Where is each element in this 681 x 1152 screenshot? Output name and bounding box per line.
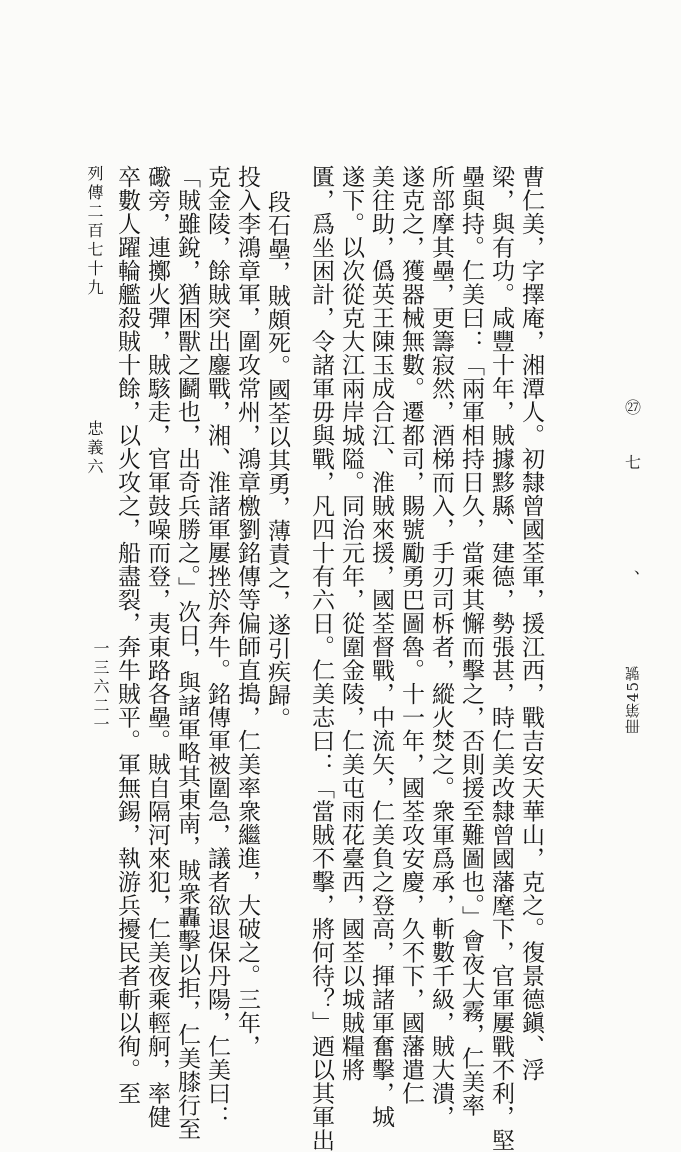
body-column-2: 梁，與有功。咸豐十年，賊據黟縣、建德，勢張甚，時仁美改隸曾國藩麾下，官軍屢戰不利，堅 (488, 165, 514, 1152)
body-column-11: 克金陵，餘賊突出鏖戰，湘、淮諸軍屢挫於奔牛。銘傳軍被圍急，議者欲退保丹陽，仁美曰： (204, 165, 230, 1129)
body-column-13: 礮旁，連擲火彈，賊駭走，官軍鼓噪而登，夷東路各壘。賊自隔河來犯，仁美夜乘輕舸，率健 (144, 165, 170, 1129)
section-label: 忠義六 (85, 420, 104, 477)
body-column-12: 「賊雖銳，猶困獸之鬬也，出奇兵勝之。」次日，與諸軍略其東南，賊衆轟擊以拒，仁美膝行至 (174, 165, 200, 1141)
body-column-3: 壘與持。仁美曰：「兩軍相持日久，當乘其懈而擊之，否則援至難圖也。」會夜大霧，仁美率 (458, 165, 484, 1117)
archive-stamp: 冊第45號 (624, 665, 642, 735)
body-column-5: 遂克之，獲器械無數。遷都司，賜號勵勇巴圖魯。十一年，國荃攻安慶，久不下，國藩遣仁 (398, 165, 424, 1105)
margin-mark: 七 (625, 453, 642, 472)
page-number: 一三六二一 (91, 640, 110, 735)
body-column-8: 匱，爲坐困計，令諸軍毋與戰，凡四十有六日。仁美志曰：「當賊不擊，將何待？」迺以其軍出 (308, 165, 334, 1152)
body-column-7: 遂下。以次從克大江兩岸城隘。同治元年，從圍金陵，仁美屯雨花臺西，國荃以城賊糧將 (338, 165, 364, 1082)
body-column-4: 所部摩其壘，更籌寂然，酒梯而入，手刃司柝者，縱火焚之。衆軍爲承，斬數千級，賊大潰， (428, 165, 454, 1129)
body-column-10: 投入李鴻章軍，圍攻常州，鴻章檄劉銘傳等偏師直搗，仁美率衆繼進，大破之。三年， (234, 165, 260, 1058)
body-column-9: 段石壘，賊頗死。國荃以其勇，薄責之，遂引疾歸。 (264, 190, 290, 731)
body-column-6: 美往助，僞英王陳玉成合江、淮賊來援，國荃督戰，中流矢，仁美負之登高，揮諸軍奮擊，城 (368, 165, 394, 1129)
body-column-1: 曹仁美，字擇庵，湘潭人。初隸曾國荃軍，援江西，戰吉安天華山，克之。復景德鎭、浮 (518, 165, 544, 1082)
body-column-14: 卒數人躍輪艦殺賊十餘，以火攻之，船盡裂，奔牛賊平。軍無錫，執游兵擾民者斬以徇。至 (114, 165, 140, 1105)
margin-dot: 、 (634, 558, 651, 577)
circle-page-mark: ㉗ (625, 398, 642, 417)
chapter-label: 列傳二百七十九 (85, 165, 104, 298)
